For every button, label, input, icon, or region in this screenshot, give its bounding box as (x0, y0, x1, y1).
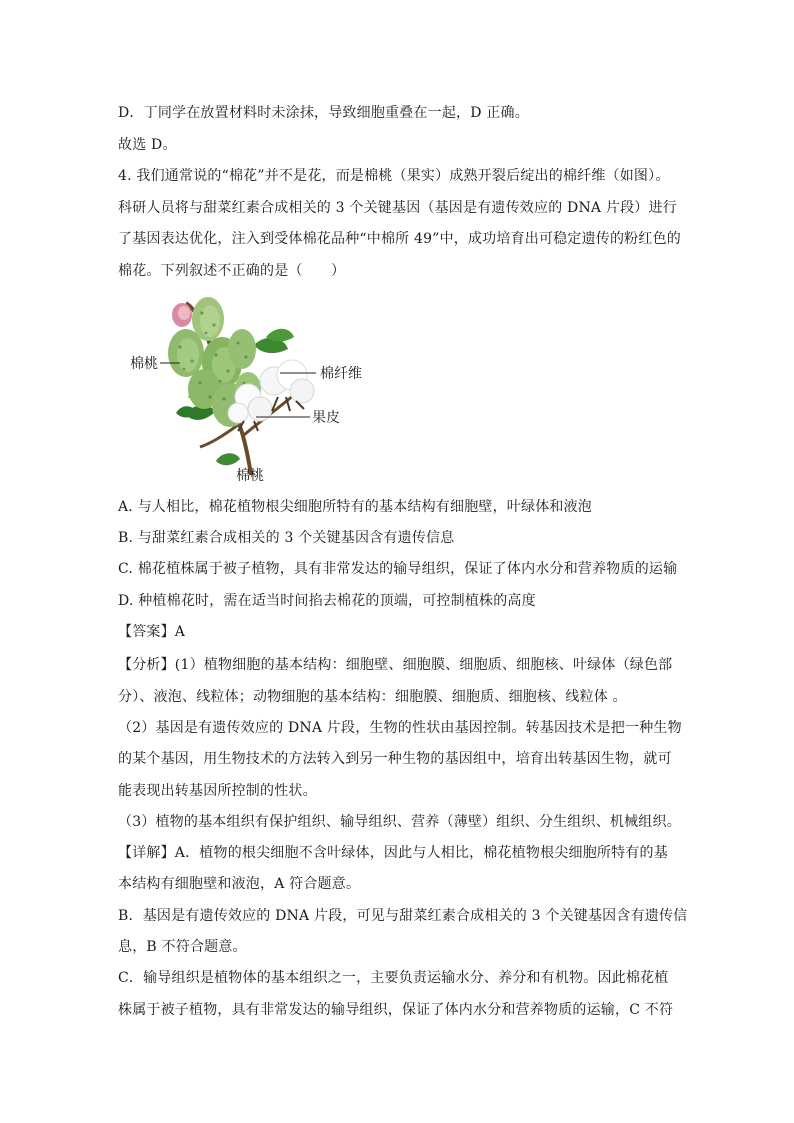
answer: 【答案】A (118, 624, 186, 640)
option-c: C. 棉花植株属于被子植物，具有非常发达的输导组织，保证了体内水分和营养物质的运输 (118, 561, 678, 577)
analysis-line-1: 【分析】(1）植物细胞的基本结构：细胞壁、细胞膜、细胞质、细胞核、叶绿体（绿色部 (118, 657, 673, 673)
cotton-figure (126, 285, 376, 485)
label-fiber: 棉纤维 (320, 366, 362, 382)
option-d: D. 种植棉花时，需在适当时间掐去棉花的顶端，可控制植株的高度 (118, 593, 536, 609)
label-boll-left: 棉桃 (130, 356, 158, 372)
analysis-line-6: （3）植物的基本组织有保护组织、输导组织、营养（薄壁）组织、分生组织、机械组织。 (118, 814, 681, 830)
detail-line-5: C．输导组织是植物体的基本组织之一，主要负责运输水分、养分和有机物。因此棉花植 (118, 970, 669, 986)
cotton-plant-illustration (126, 285, 376, 485)
label-peel: 果皮 (312, 410, 340, 426)
question-line-1: 4. 我们通常说的“棉花”并不是花，而是棉桃（果实）成熟开裂后绽出的棉纤维（如图）。 (118, 168, 670, 184)
option-b: B. 与甜菜红素合成相关的 3 个关键基因含有遗传信息 (118, 530, 455, 546)
detail-line-1: 【详解】A．植物的根尖细胞不含叶绿体，因此与人相比，棉花植物根尖细胞所特有的基 (118, 845, 668, 861)
option-a: A. 与人相比，棉花植物根尖细胞所特有的基本结构有细胞壁，叶绿体和液泡 (118, 499, 593, 515)
figure-caption: 棉桃 (236, 468, 264, 484)
question-line-4: 棉花。下列叙述不正确的是（ ） (118, 263, 346, 279)
analysis-line-2: 分）、液泡、线粒体；动物细胞的基本结构：细胞膜、细胞质、细胞核、线粒体 。 (118, 689, 627, 705)
detail-line-3: B．基因是有遗传效应的 DNA 片段，可见与甜菜红素合成相关的 3 个关键基因含有遗传信 (118, 908, 688, 924)
analysis-line-4: 的某个基因，用生物技术的方法转入到另一种生物的基因组中，培育出转基因生物，就可 (118, 751, 672, 767)
prev-item-d: D．丁同学在放置材料时未涂抹，导致细胞重叠在一起，D 正确。 (118, 105, 529, 121)
question-line-2: 科研人员将与甜菜红素合成相关的 3 个关键基因（基因是有遗传效应的 DNA 片段）进行 (118, 200, 677, 216)
analysis-line-3: （2）基因是有遗传效应的 DNA 片段，生物的性状由基因控制。转基因技术是把一种生物 (118, 720, 682, 736)
prev-answer: 故选 D。 (118, 137, 177, 153)
detail-line-6: 株属于被子植物，具有非常发达的输导组织，保证了体内水分和营养物质的运输，C 不符 (118, 1002, 674, 1018)
detail-line-4: 息，B 不符合题意。 (118, 939, 247, 955)
analysis-line-5: 能表现出转基因所控制的性状。 (118, 783, 317, 799)
question-line-3: 了基因表达优化，注入到受体棉花品种“中棉所 49”中，成功培育出可稳定遗传的粉红色的 (118, 231, 681, 247)
detail-line-2: 本结构有细胞壁和液泡，A 符合题意。 (118, 876, 361, 892)
